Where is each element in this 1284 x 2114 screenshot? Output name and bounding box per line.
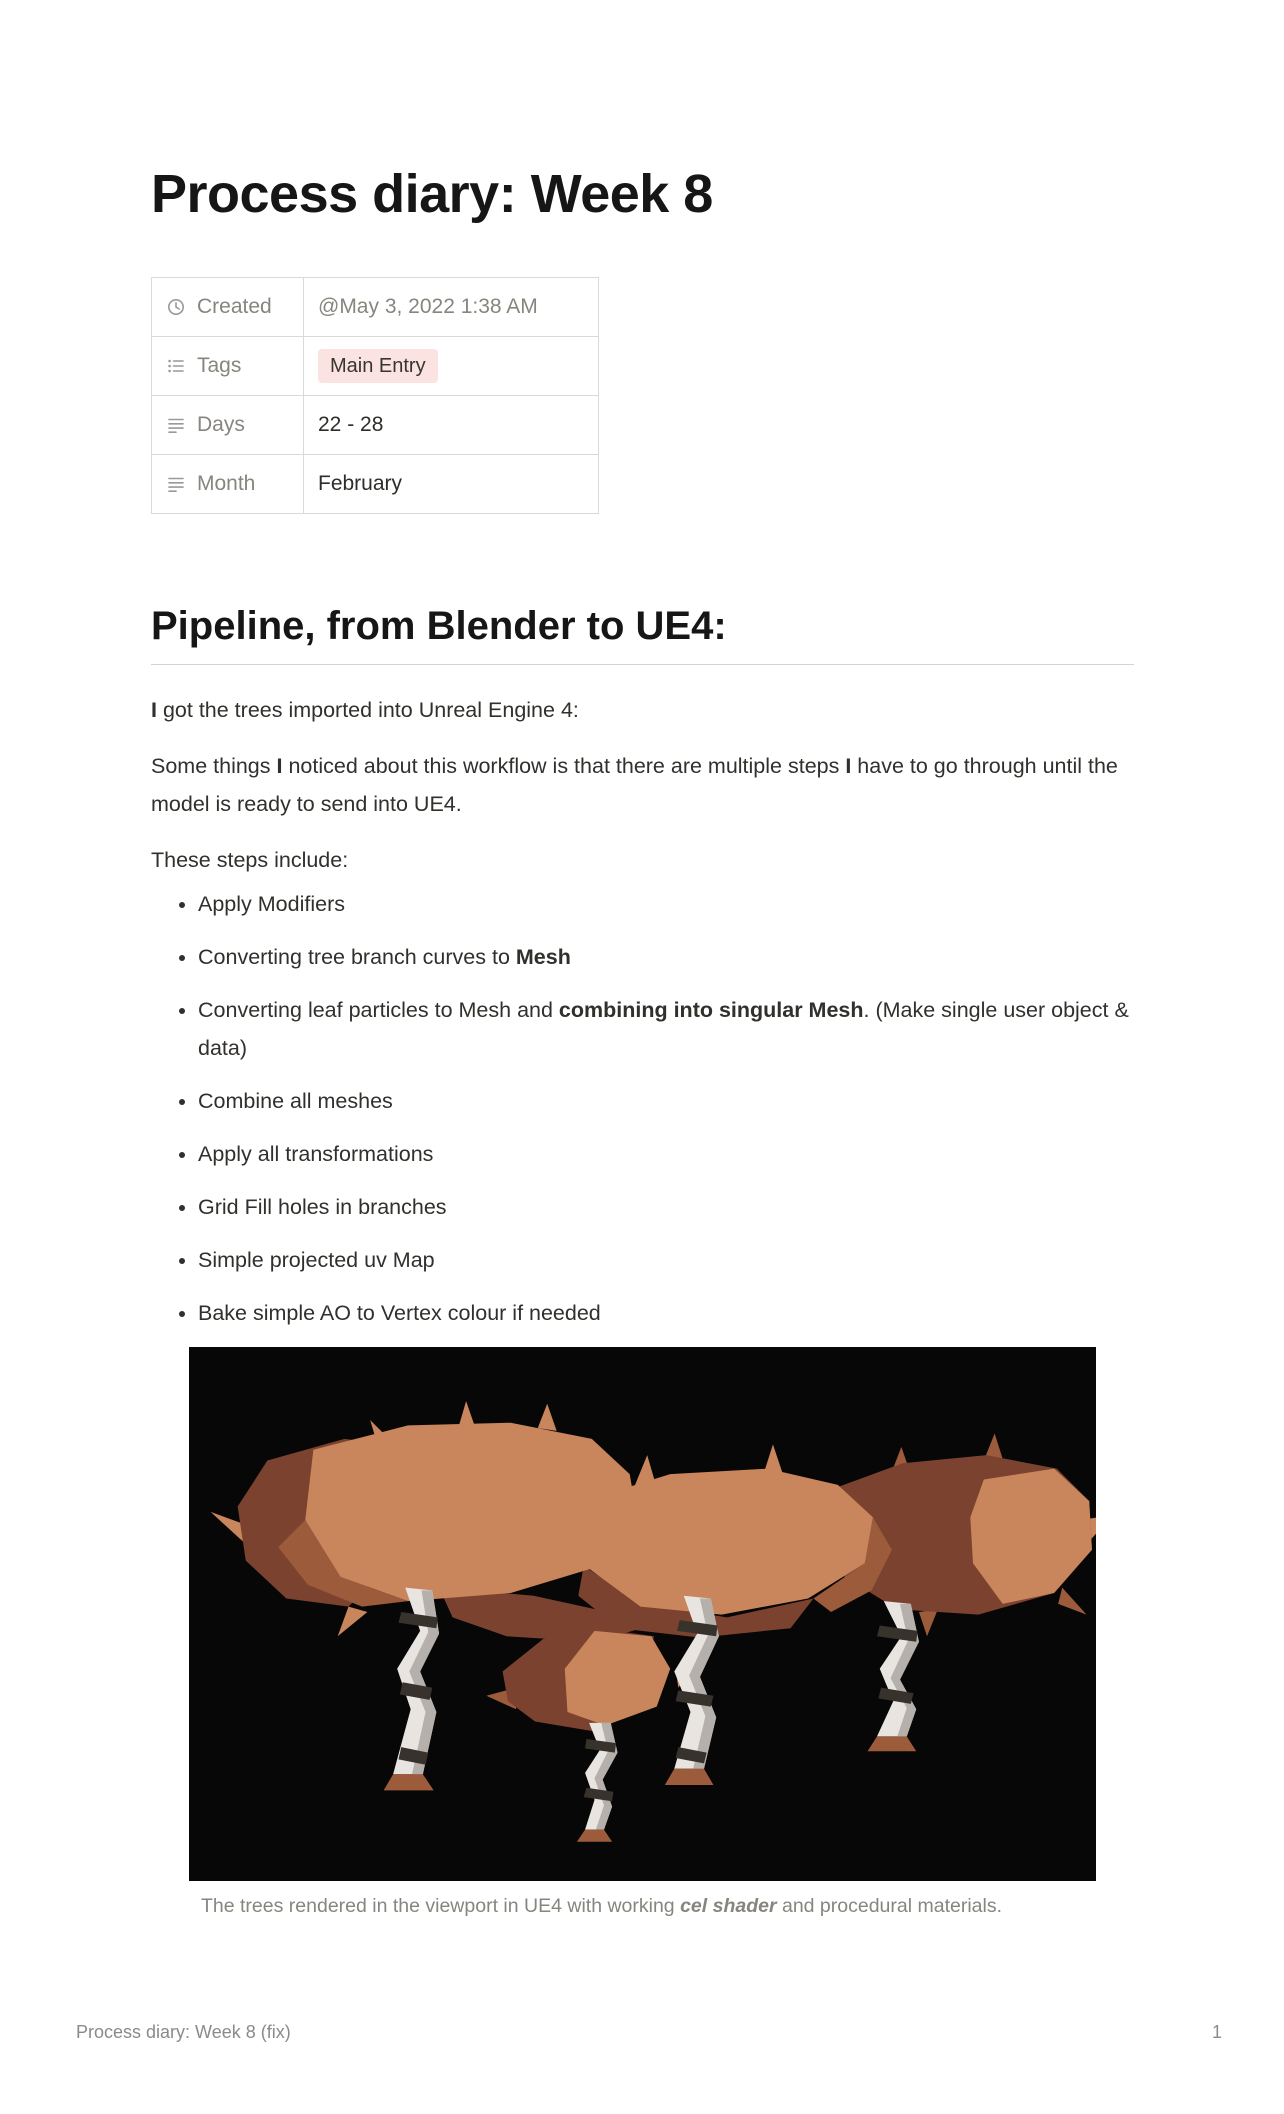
list-item: • Simple projected uv Map [198,1241,1134,1279]
property-label: Tags [197,354,242,377]
footer-title: Process diary: Week 8 (fix) [76,2022,291,2042]
page-title: Process diary: Week 8 [151,164,713,224]
steps-list [151,885,1134,1332]
property-row-tags [152,337,599,396]
page-footer [76,2022,1222,2043]
list-item: • Converting tree branch curves to Mesh [198,938,1134,976]
property-row-days [152,396,599,455]
list-item: • Apply Modifiers [198,885,1134,923]
property-row-month [152,455,599,514]
tag-pill: Main Entry [318,349,438,383]
paragraph: These steps include: [151,848,349,872]
list-item: • Converting leaf particles to Mesh and combining into singular Mesh. (Make single user object & data) [198,991,1134,1067]
paragraph: I got the trees imported into Unreal Engine 4: [151,698,579,722]
properties-table [151,277,599,514]
page-number: 1 [1211,2022,1222,2042]
property-value-created: @May 3, 2022 1:38 AM [304,278,599,337]
figure [189,1347,1096,1920]
trees-render-image [189,1347,1096,1881]
property-value-month: February [304,455,599,514]
list-item: • Bake simple AO to Vertex colour if needed [198,1294,1134,1332]
property-label: Month [197,472,256,495]
list-icon [166,356,186,376]
section-heading: Pipeline, from Blender to UE4: [151,602,1134,665]
text-icon [166,474,186,494]
text-icon [166,415,186,435]
paragraph: Some things I noticed about this workflow is that there are multiple steps I have to go through until the model is ready to send into UE4. [151,754,1118,816]
property-row-created [152,278,599,337]
clock-icon [166,297,186,317]
property-label: Days [197,413,245,436]
figure-caption: The trees rendered in the viewport in UE4 with working cel shader and procedural materials. [201,1895,1003,1917]
list-item: • Combine all meshes [198,1082,1134,1120]
list-item: • Apply all transformations [198,1135,1134,1173]
property-label: Created [197,295,272,318]
property-value-days: 22 - 28 [304,396,599,455]
list-item: • Grid Fill holes in branches [198,1188,1134,1226]
